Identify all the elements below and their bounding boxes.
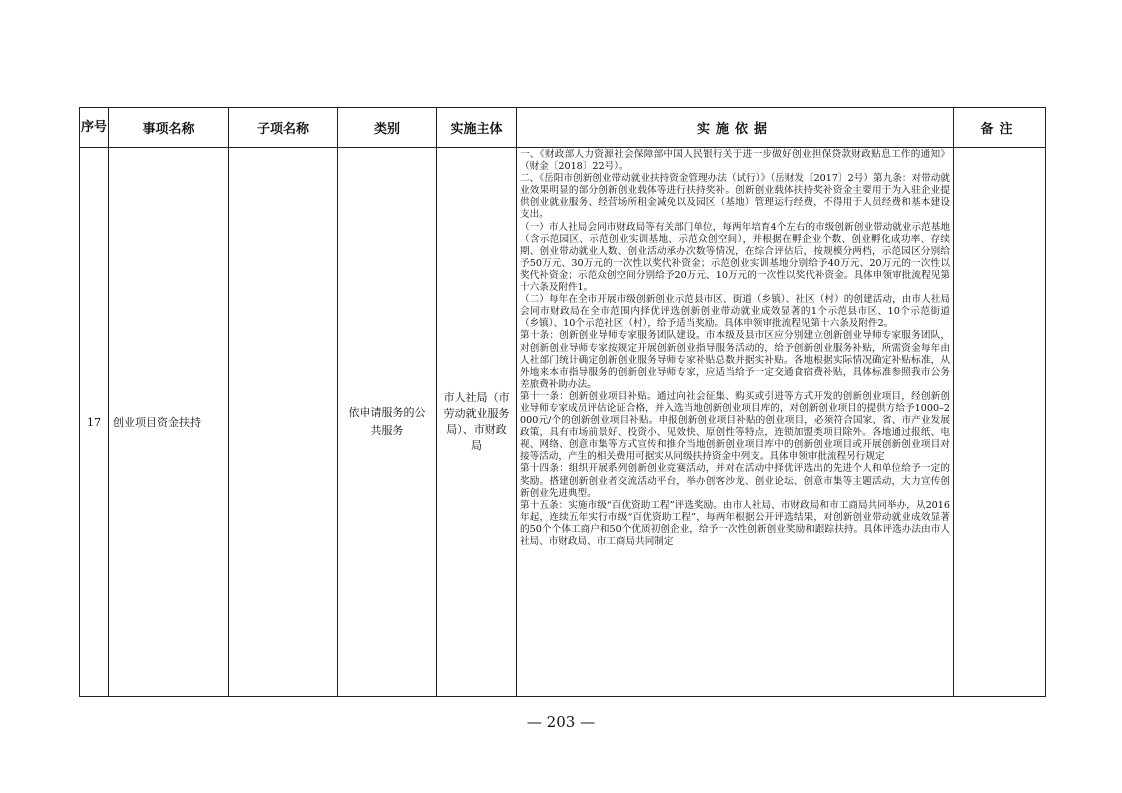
header-basis xyxy=(517,108,954,148)
cell-item-name: 创业项目资金扶持 xyxy=(109,148,229,697)
cell-category: 依申请服务的公共服务 xyxy=(338,148,437,697)
header-seq xyxy=(80,108,109,148)
basis-paragraph: （二）每年在全市开展市级创新创业示范县市区、街道（乡镇）、社区（村）的创建活动，由市人社局会同市财政局在全市范围内择优评选创新创业带动就业成效显著的1个示范县市区、10个示范街道（乡镇）、10个示范社区（村），给予适当奖励。具体申领审批流程见第十六条及附件2。 xyxy=(520,294,950,330)
basis-paragraph: 第十一条：创新创业项目补贴。通过向社会征集、购买或引进等方式开发的创新创业项目，经创新创业导师专家成员评估论证合格，并入选当地创新创业项目库的，对创新创业项目的提供方给予1000–2000元/个的创新创业项目补贴。申报创新创业项目补贴的创业项目，必须符合国家、省、市产业发展政策，具有市场前景好、投资小、见效快、原创性等特点，连锁加盟类项目除外。各地通过报纸、电视、网络、创意市集等方式宣传和推介当地创新创业项目库中的创新创业项目或开展创新创业项目对接等活动，产生的相关费用可据实从同级扶持资金中列支。具体申领审批流程另行规定 xyxy=(520,390,950,463)
policy-table xyxy=(79,107,1046,697)
header-remark-label: 备注 xyxy=(980,122,1019,137)
table-row xyxy=(80,148,1046,697)
header-seq-label: 序号 xyxy=(80,120,107,135)
basis-paragraph: 第十四条：组织开展系列创新创业竞赛活动，并对在活动中择优评选出的先进个人和单位给予一定的奖励。搭建创新创业者交流活动平台，举办创客沙龙、创业论坛、创意市集等主题活动，大力宣传创新创业先进典型。 xyxy=(520,463,950,499)
cell-sub-item-name xyxy=(229,148,338,697)
header-subject-label: 实施主体 xyxy=(450,122,503,137)
basis-paragraph: 二、《岳阳市创新创业带动就业扶持资金管理办法（试行）》（岳财发〔2017〕2号）第九条：对带动就业效果明显的部分创新创业载体等进行扶持奖补。创新创业载体扶持奖补资金主要用于为入驻企业提供创业就业服务、经营场所租金减免以及园区（基地）管理运行经费，不得用于人员经费和基本建设支出。 xyxy=(520,173,950,221)
header-remark xyxy=(954,108,1046,148)
basis-paragraph: （一）市人社局会同市财政局等有关部门单位，每两年培育4个左右的市级创新创业带动就业示范基地（含示范园区、示范创业实训基地、示范众创空间），并根据在孵企业个数、创业孵化成功率、存续期、创业带动就业人数、创业活动承办次数等情况，在综合评估后，按规模分两档，示范园区分别给予50万元、30万元的一次性以奖代补资金；示范创业实训基地分别给予40万元、20万元的一次性以奖代补资金；示范众创空间分别给予20万元、10万元的一次性以奖代补资金。具体申领审批流程见第十六条及附件1。 xyxy=(520,221,950,294)
table-header-row xyxy=(80,108,1046,148)
header-sub-item-name xyxy=(229,108,338,148)
page-number: — 203 — xyxy=(526,713,596,731)
cell-remark xyxy=(954,148,1046,697)
basis-paragraph: 一、《财政部人力资源社会保障部中国人民银行关于进一步做好创业担保贷款财政贴息工作的通知》（财金〔2018〕22号）。 xyxy=(520,149,950,173)
header-item-name xyxy=(109,108,229,148)
header-sub-item-name-label: 子项名称 xyxy=(256,122,309,137)
header-category xyxy=(338,108,437,148)
header-category-label: 类别 xyxy=(373,122,400,137)
header-subject xyxy=(437,108,517,148)
basis-paragraph: 第十五条：实施市级“百优资助工程”评选奖励。由市人社局、市财政局和市工商局共同举办，从2016年起，连续五年实行市级“百优资助工程”，每两年根据公开评选结果，对创新创业带动就业成效显著的50个个体工商户和50个优质初创企业，给予一次性创新创业奖励和跟踪扶持。具体评选办法由市人社局、市财政局、市工商局共同制定 xyxy=(520,499,950,547)
cell-seq: 17 xyxy=(80,148,109,697)
header-item-name-label: 事项名称 xyxy=(142,122,195,137)
cell-basis xyxy=(517,148,954,697)
header-basis-label: 实施依据 xyxy=(696,122,773,137)
cell-subject: 市人社局（市劳动就业服务局）、市财政局 xyxy=(437,148,517,697)
basis-paragraph: 第十条：创新创业导师专家服务团队建设。市本级及县市区应分别建立创新创业导师专家服务团队，对创新创业导师专家按规定开展创新创业指导服务活动的，给予创新创业服务补贴，所需资金每年由人社部门统计确定创新创业服务导师专家补贴总数并据实补贴。各地根据实际情况确定补贴标准，从外地来本市指导服务的创新创业导师专家，应适当给予一定交通食宿费补贴，具体标准参照我市公务差旅费补助办法。 xyxy=(520,330,950,390)
